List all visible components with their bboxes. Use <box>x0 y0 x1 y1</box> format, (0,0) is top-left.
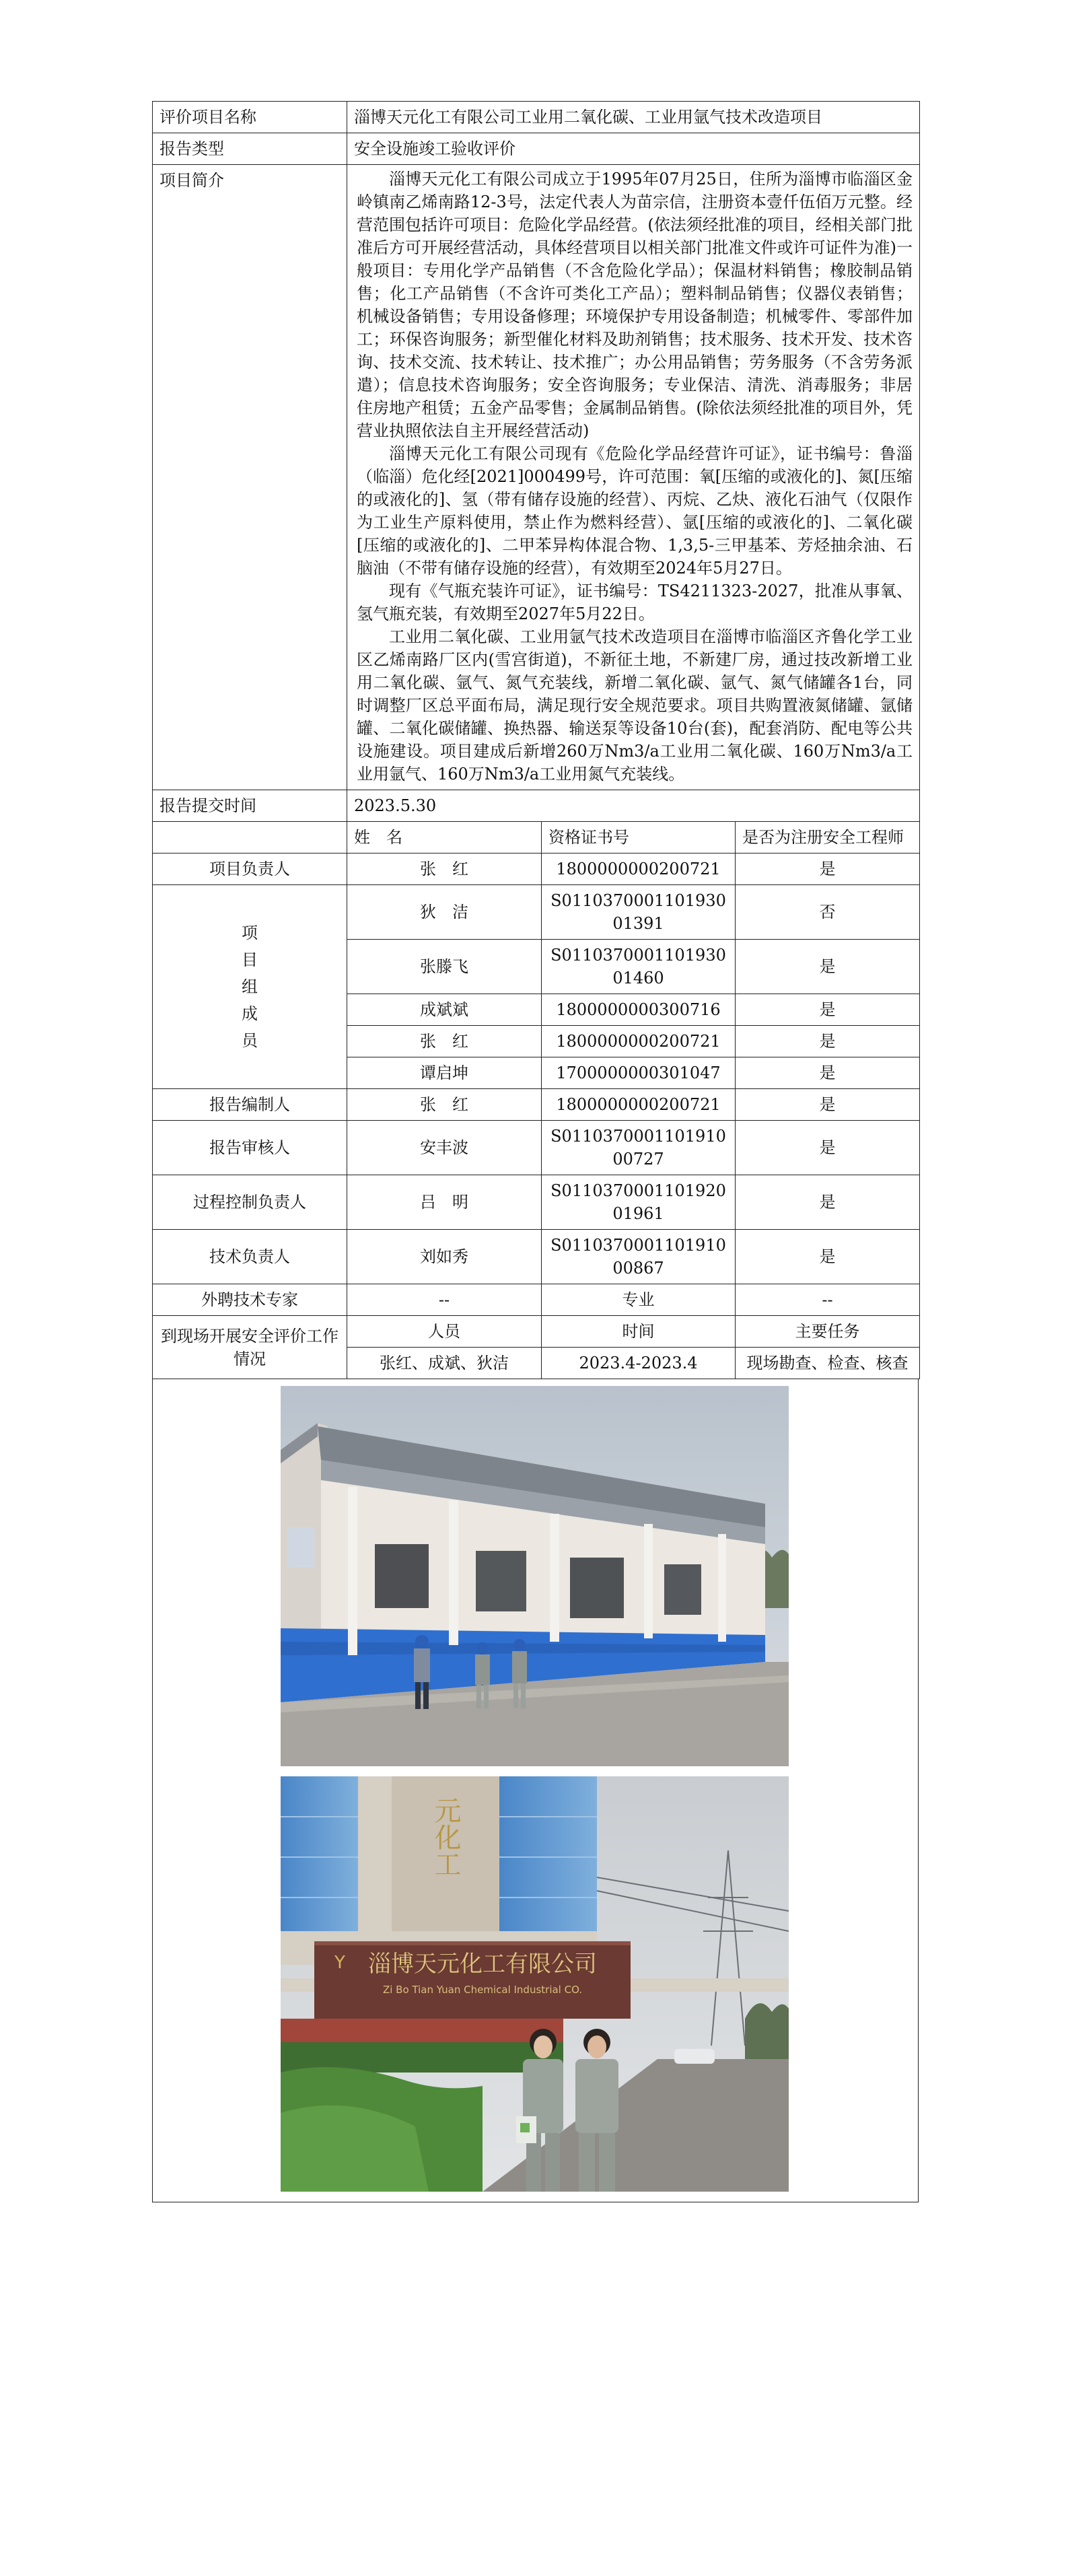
row-tech-lead <box>153 1230 920 1284</box>
onsite-header-time: 时间 <box>542 1316 736 1348</box>
onsite-label: 到现场开展安全评价工作情况 <box>153 1316 347 1379</box>
role-registered: 是 <box>736 1089 920 1121</box>
member-name: 谭启坤 <box>347 1057 542 1089</box>
row-report-editor <box>153 1089 920 1121</box>
members-label <box>153 885 347 1089</box>
member-cert: S011037000110193001391 <box>542 885 736 940</box>
row-process-control <box>153 1175 920 1230</box>
role-name: 吕 明 <box>347 1175 542 1230</box>
members-label-char: 项 <box>242 924 258 942</box>
facade-lettering: 元化工 <box>430 1797 461 1877</box>
member-cert: 1700000000301047 <box>542 1057 736 1089</box>
header-name: 姓 名 <box>347 822 542 854</box>
role-cert: 1800000000200721 <box>542 1089 736 1121</box>
onsite-task: 现场勘查、检查、核查 <box>736 1348 920 1379</box>
role-registered: 是 <box>736 1175 920 1230</box>
intro-paragraph: 工业用二氧化碳、工业用氩气技术改造项目在淄博市临淄区齐鲁化学工业区乙烯南路厂区内(雪宫街道)，不新征土地，不新建厂房，通过技改新增工业用二氧化碳、氩气、氮气充装线，新增二氧化碳、氩气、氮气储罐各1台，同时调整厂区总平面布局，满足现行安全规范要求。项目共购置液氮储罐、氩储罐、二氧化碳储罐、换热器、输送泵等设备10台(套)，配套消防、配电等公共设施建设。项目建成后新增260万Nm3/a工业用二氧化碳、160万Nm3/a工业用氩气、160万Nm3/a工业用氮气充装线。 <box>357 627 913 784</box>
report-info-table <box>152 101 920 1379</box>
header-cert: 资格证书号 <box>542 822 736 854</box>
leader-registered: 是 <box>736 854 920 885</box>
row-project-leader <box>153 854 920 885</box>
report-type-value: 安全设施竣工验收评价 <box>347 133 920 165</box>
sign-logo-icon: Y <box>334 1953 345 1973</box>
leader-cert: 1800000000200721 <box>542 854 736 885</box>
members-label-char: 员 <box>242 1031 258 1050</box>
warehouse-photo-graphic <box>281 1386 789 1766</box>
expert-label: 外聘技术专家 <box>153 1284 347 1316</box>
expert-registered: -- <box>736 1284 920 1316</box>
evaluation-report-page <box>152 101 919 2202</box>
member-cert: S011037000110193001460 <box>542 940 736 994</box>
role-name: 张 红 <box>347 1089 542 1121</box>
role-name: 安丰波 <box>347 1121 542 1175</box>
submit-time-label: 报告提交时间 <box>153 790 347 822</box>
row-submit-time <box>153 790 920 822</box>
member-registered: 是 <box>736 940 920 994</box>
site-photo-company-sign <box>281 1776 789 2192</box>
role-cert: S011037000110191000867 <box>542 1230 736 1284</box>
members-label-char: 组 <box>242 977 258 996</box>
member-cert: 1800000000300716 <box>542 994 736 1026</box>
row-staff-header <box>153 822 920 854</box>
member-registered: 是 <box>736 1026 920 1057</box>
row-project-intro <box>153 165 920 790</box>
expert-field: 专业 <box>542 1284 736 1316</box>
project-intro-text <box>347 165 920 790</box>
onsite-header-task: 主要任务 <box>736 1316 920 1348</box>
intro-paragraph: 现有《气瓶充装许可证》，证书编号：TS4211323-2027，批准从事氧、氢气瓶充装，有效期至2027年5月22日。 <box>357 582 913 623</box>
role-name: 刘如秀 <box>347 1230 542 1284</box>
expert-name: -- <box>347 1284 542 1316</box>
role-label: 报告审核人 <box>153 1121 347 1175</box>
role-label: 技术负责人 <box>153 1230 347 1284</box>
role-label: 报告编制人 <box>153 1089 347 1121</box>
sign-company-name-cn: 淄博天元化工有限公司 <box>368 1951 597 1978</box>
member-name: 张 红 <box>347 1026 542 1057</box>
member-name: 成斌斌 <box>347 994 542 1026</box>
onsite-time: 2023.4-2023.4 <box>542 1348 736 1379</box>
staff-header-blank <box>153 822 347 854</box>
member-name: 狄 洁 <box>347 885 542 940</box>
leader-label: 项目负责人 <box>153 854 347 885</box>
row-project-name <box>153 102 920 133</box>
sign-company-name-en: Zi Bo Tian Yuan Chemical Industrial CO. <box>382 1984 583 1996</box>
report-type-label: 报告类型 <box>153 133 347 165</box>
row-report-reviewer <box>153 1121 920 1175</box>
intro-paragraph: 淄博天元化工有限公司成立于1995年07月25日，住所为淄博市临淄区金岭镇南乙烯南路12-3号，法定代表人为苗宗信，注册资本壹仟伍佰万元整。经营范围包括许可项目：危险化学品经营。(依法须经批准的项目，经相关部门批准后方可开展经营活动，具体经营项目以相关部门批准文件或许可证件为准)一般项目：专用化学产品销售（不含危险化学品）；保温材料销售；橡胶制品销售；化工产品销售（不含许可类化工产品）；塑料制品销售；仪器仪表销售；机械设备销售；专用设备修理；环境保护专用设备制造；机械零件、零部件加工；环保咨询服务；新型催化材料及助剂销售；技术服务、技术开发、技术咨询、技术交流、技术转让、技术推广；办公用品销售；劳务服务（不含劳务派遣）；信息技术咨询服务；安全咨询服务；专业保洁、清洗、消毒服务；非居住房地产租赁；五金产品零售；金属制品销售。(除依法须经批准的项目外，凭营业执照依法自主开展经营活动) <box>357 170 913 440</box>
row-external-expert <box>153 1284 920 1316</box>
role-cert: S011037000110191000727 <box>542 1121 736 1175</box>
row-member <box>153 885 920 940</box>
onsite-people: 张红、成斌、狄洁 <box>347 1348 542 1379</box>
role-cert: S011037000110192001961 <box>542 1175 736 1230</box>
onsite-header-people: 人员 <box>347 1316 542 1348</box>
members-label-char: 目 <box>242 950 258 969</box>
row-report-type <box>153 133 920 165</box>
project-name-value: 淄博天元化工有限公司工业用二氧化碳、工业用氩气技术改造项目 <box>347 102 920 133</box>
header-registered: 是否为注册安全工程师 <box>736 822 920 854</box>
project-intro-label: 项目简介 <box>153 165 347 790</box>
members-label-char: 成 <box>242 1004 258 1023</box>
member-registered: 是 <box>736 994 920 1026</box>
role-registered: 是 <box>736 1121 920 1175</box>
member-cert: 1800000000200721 <box>542 1026 736 1057</box>
project-name-label: 评价项目名称 <box>153 102 347 133</box>
row-onsite-header <box>153 1316 920 1348</box>
company-sign-photo-graphic <box>281 1776 789 2192</box>
intro-paragraph: 淄博天元化工有限公司现有《危险化学品经营许可证》，证书编号：鲁淄（临淄）危化经[2021]000499号，许可范围：氧[压缩的或液化的]、氮[压缩的或液化的]、氢（带有储存设施的经营）、丙烷、乙炔、液化石油气（仅限作为工业生产原料使用，禁止作为燃料经营）、氩[压缩的或液化的]、二氧化碳[压缩的或液化的]、二甲苯异构体混合物、1,3,5-三甲基苯、芳烃抽余油、石脑油（不带有储存设施的经营），有效期至2024年5月27日。 <box>357 444 913 578</box>
member-registered: 否 <box>736 885 920 940</box>
member-registered: 是 <box>736 1057 920 1089</box>
role-registered: 是 <box>736 1230 920 1284</box>
submit-time-value: 2023.5.30 <box>347 790 920 822</box>
site-photos-cell <box>152 1379 919 2202</box>
role-label: 过程控制负责人 <box>153 1175 347 1230</box>
leader-name: 张 红 <box>347 854 542 885</box>
member-name: 张滕飞 <box>347 940 542 994</box>
site-photo-warehouse <box>281 1386 789 1766</box>
